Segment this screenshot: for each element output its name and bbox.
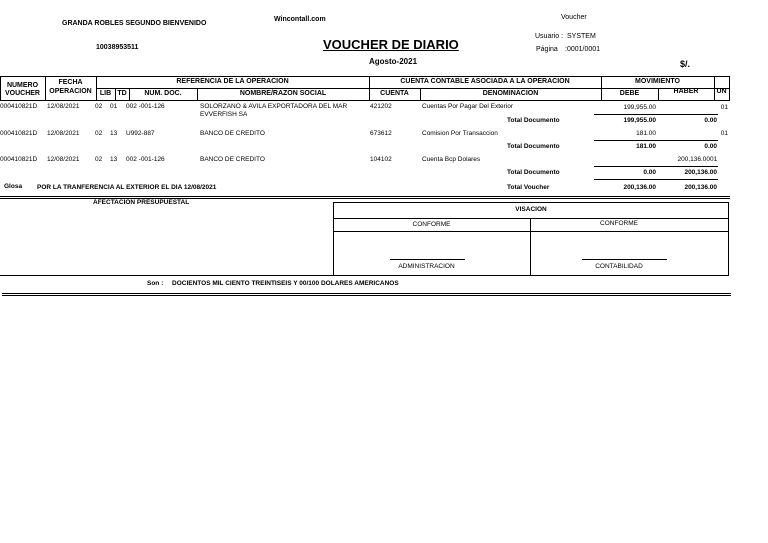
visacion-title: VISACION <box>515 206 547 213</box>
glosa-text: POR LA TRANFERENCIA AL EXTERIOR EL DIA 12/08/2021 <box>37 184 217 191</box>
son-label: Son : <box>147 280 164 287</box>
total-documento-debe: 0.00 <box>643 169 656 176</box>
cell-nombre-line2: EVVERFISH SA <box>200 111 248 118</box>
user-label: Usuario : <box>535 33 564 40</box>
cell-voucher: 000410821D <box>0 103 38 110</box>
cell-num-doc: U992-887 <box>126 130 155 137</box>
col-nombre: NOMBRE/RAZON SOCIAL <box>239 90 327 97</box>
total-documento-debe: 181.00 <box>636 143 656 150</box>
conforme-left: CONFORME <box>412 221 451 228</box>
total-voucher-debe: 200,136.00 <box>623 184 656 191</box>
page-title: VOUCHER DE DIARIO <box>323 37 459 52</box>
total-voucher-label: Total Voucher <box>507 184 550 191</box>
cell-debe: 199,955.00 <box>623 104 656 111</box>
col-lib: LIB <box>99 90 112 97</box>
cell-nombre: SOLORZANO & AVILA EXPORTADORA DEL MAR <box>200 103 348 110</box>
cell-haber: 200,136.00 <box>677 156 710 163</box>
cell-un: 01 <box>720 104 728 111</box>
total-documento-label: Total Documento <box>507 169 560 176</box>
col-fecha-2: OPERACION <box>49 88 92 95</box>
contabilidad-signature: CONTABILIDAD <box>595 263 643 270</box>
col-un: UN <box>716 88 727 95</box>
cell-lib: 02 <box>95 130 103 137</box>
col-num-doc: NUM. DOC. <box>144 90 182 97</box>
cell-cuenta: 421202 <box>370 103 392 110</box>
total-documento-haber: 200,136.00 <box>684 169 717 176</box>
administracion-signature: ADMINISTRACION <box>398 263 455 270</box>
col-referencia: REFERENCIA DE LA OPERACION <box>176 78 289 85</box>
period: Agosto-2021 <box>369 57 418 66</box>
son-amount-words: DOCIENTOS MIL CIENTO TREINTISEIS Y 00/100 DOLARES AMERICANOS <box>172 280 399 287</box>
cell-fecha: 12/08/2021 <box>47 156 80 163</box>
afectacion-presupuestal: AFECTACION PRESUPUESTAL <box>93 199 190 206</box>
col-numero-voucher-2: VOUCHER <box>4 90 40 97</box>
cell-fecha: 12/08/2021 <box>47 130 80 137</box>
col-movimiento: MOVIMIENTO <box>635 78 680 85</box>
user-value: SYSTEM <box>567 33 596 40</box>
total-voucher-haber: 200,136.00 <box>684 184 717 191</box>
cell-num-doc: 002 -001-126 <box>126 103 165 110</box>
page-label: Página <box>536 46 558 53</box>
cell-un: 01 <box>720 130 728 137</box>
cell-denominacion: Cuenta Bcp Dolares <box>422 156 481 163</box>
cell-nombre: BANCO DE CREDITO <box>200 130 265 137</box>
doc-type: Voucher <box>561 14 587 21</box>
total-documento-label: Total Documento <box>507 143 560 150</box>
cell-un: 01 <box>710 156 718 163</box>
col-denominacion: DENOMINACION <box>482 90 539 97</box>
col-cuenta-contable: CUENTA CONTABLE ASOCIADA A LA OPERACION <box>400 78 570 85</box>
company-name: GRANDA ROBLES SEGUNDO BIENVENIDO <box>62 20 207 27</box>
col-numero-voucher: NUMERO <box>6 82 39 89</box>
page-value: :0001/0001 <box>565 46 601 53</box>
cell-fecha: 12/08/2021 <box>47 103 80 110</box>
cell-cuenta: 673612 <box>370 130 392 137</box>
cell-denominacion: Cuentas Por Pagar Del Exterior <box>422 103 514 110</box>
cell-denominacion: Comision Por Transaccion <box>422 130 498 137</box>
cell-lib: 02 <box>95 103 103 110</box>
total-documento-haber: 0.00 <box>704 117 717 124</box>
cell-nombre: BANCO DE CREDITO <box>200 156 265 163</box>
cell-debe: 181.00 <box>636 130 656 137</box>
col-fecha: FECHA <box>58 79 83 86</box>
site-name: Wincontall.com <box>274 16 326 23</box>
total-documento-haber: 0.00 <box>704 143 717 150</box>
cell-td: 13 <box>110 156 118 163</box>
cell-voucher: 000410821D <box>0 156 38 163</box>
total-documento-label: Total Documento <box>507 117 560 124</box>
col-haber: HABER <box>673 88 699 95</box>
glosa-label: Glosa <box>4 183 23 190</box>
ruc-number: 10038953511 <box>96 44 139 51</box>
col-td: TD <box>117 90 127 97</box>
col-cuenta: CUENTA <box>380 90 409 97</box>
cell-voucher: 000410821D <box>0 130 38 137</box>
currency-symbol: $/. <box>680 59 691 69</box>
col-debe: DEBE <box>619 90 640 97</box>
conforme-right: CONFORME <box>600 220 638 227</box>
cell-num-doc: 002 -001-126 <box>126 156 165 163</box>
cell-cuenta: 104102 <box>370 156 392 163</box>
cell-td: 13 <box>110 130 118 137</box>
cell-td: 01 <box>110 103 118 110</box>
total-documento-debe: 199,955.00 <box>623 117 656 124</box>
cell-lib: 02 <box>95 156 103 163</box>
